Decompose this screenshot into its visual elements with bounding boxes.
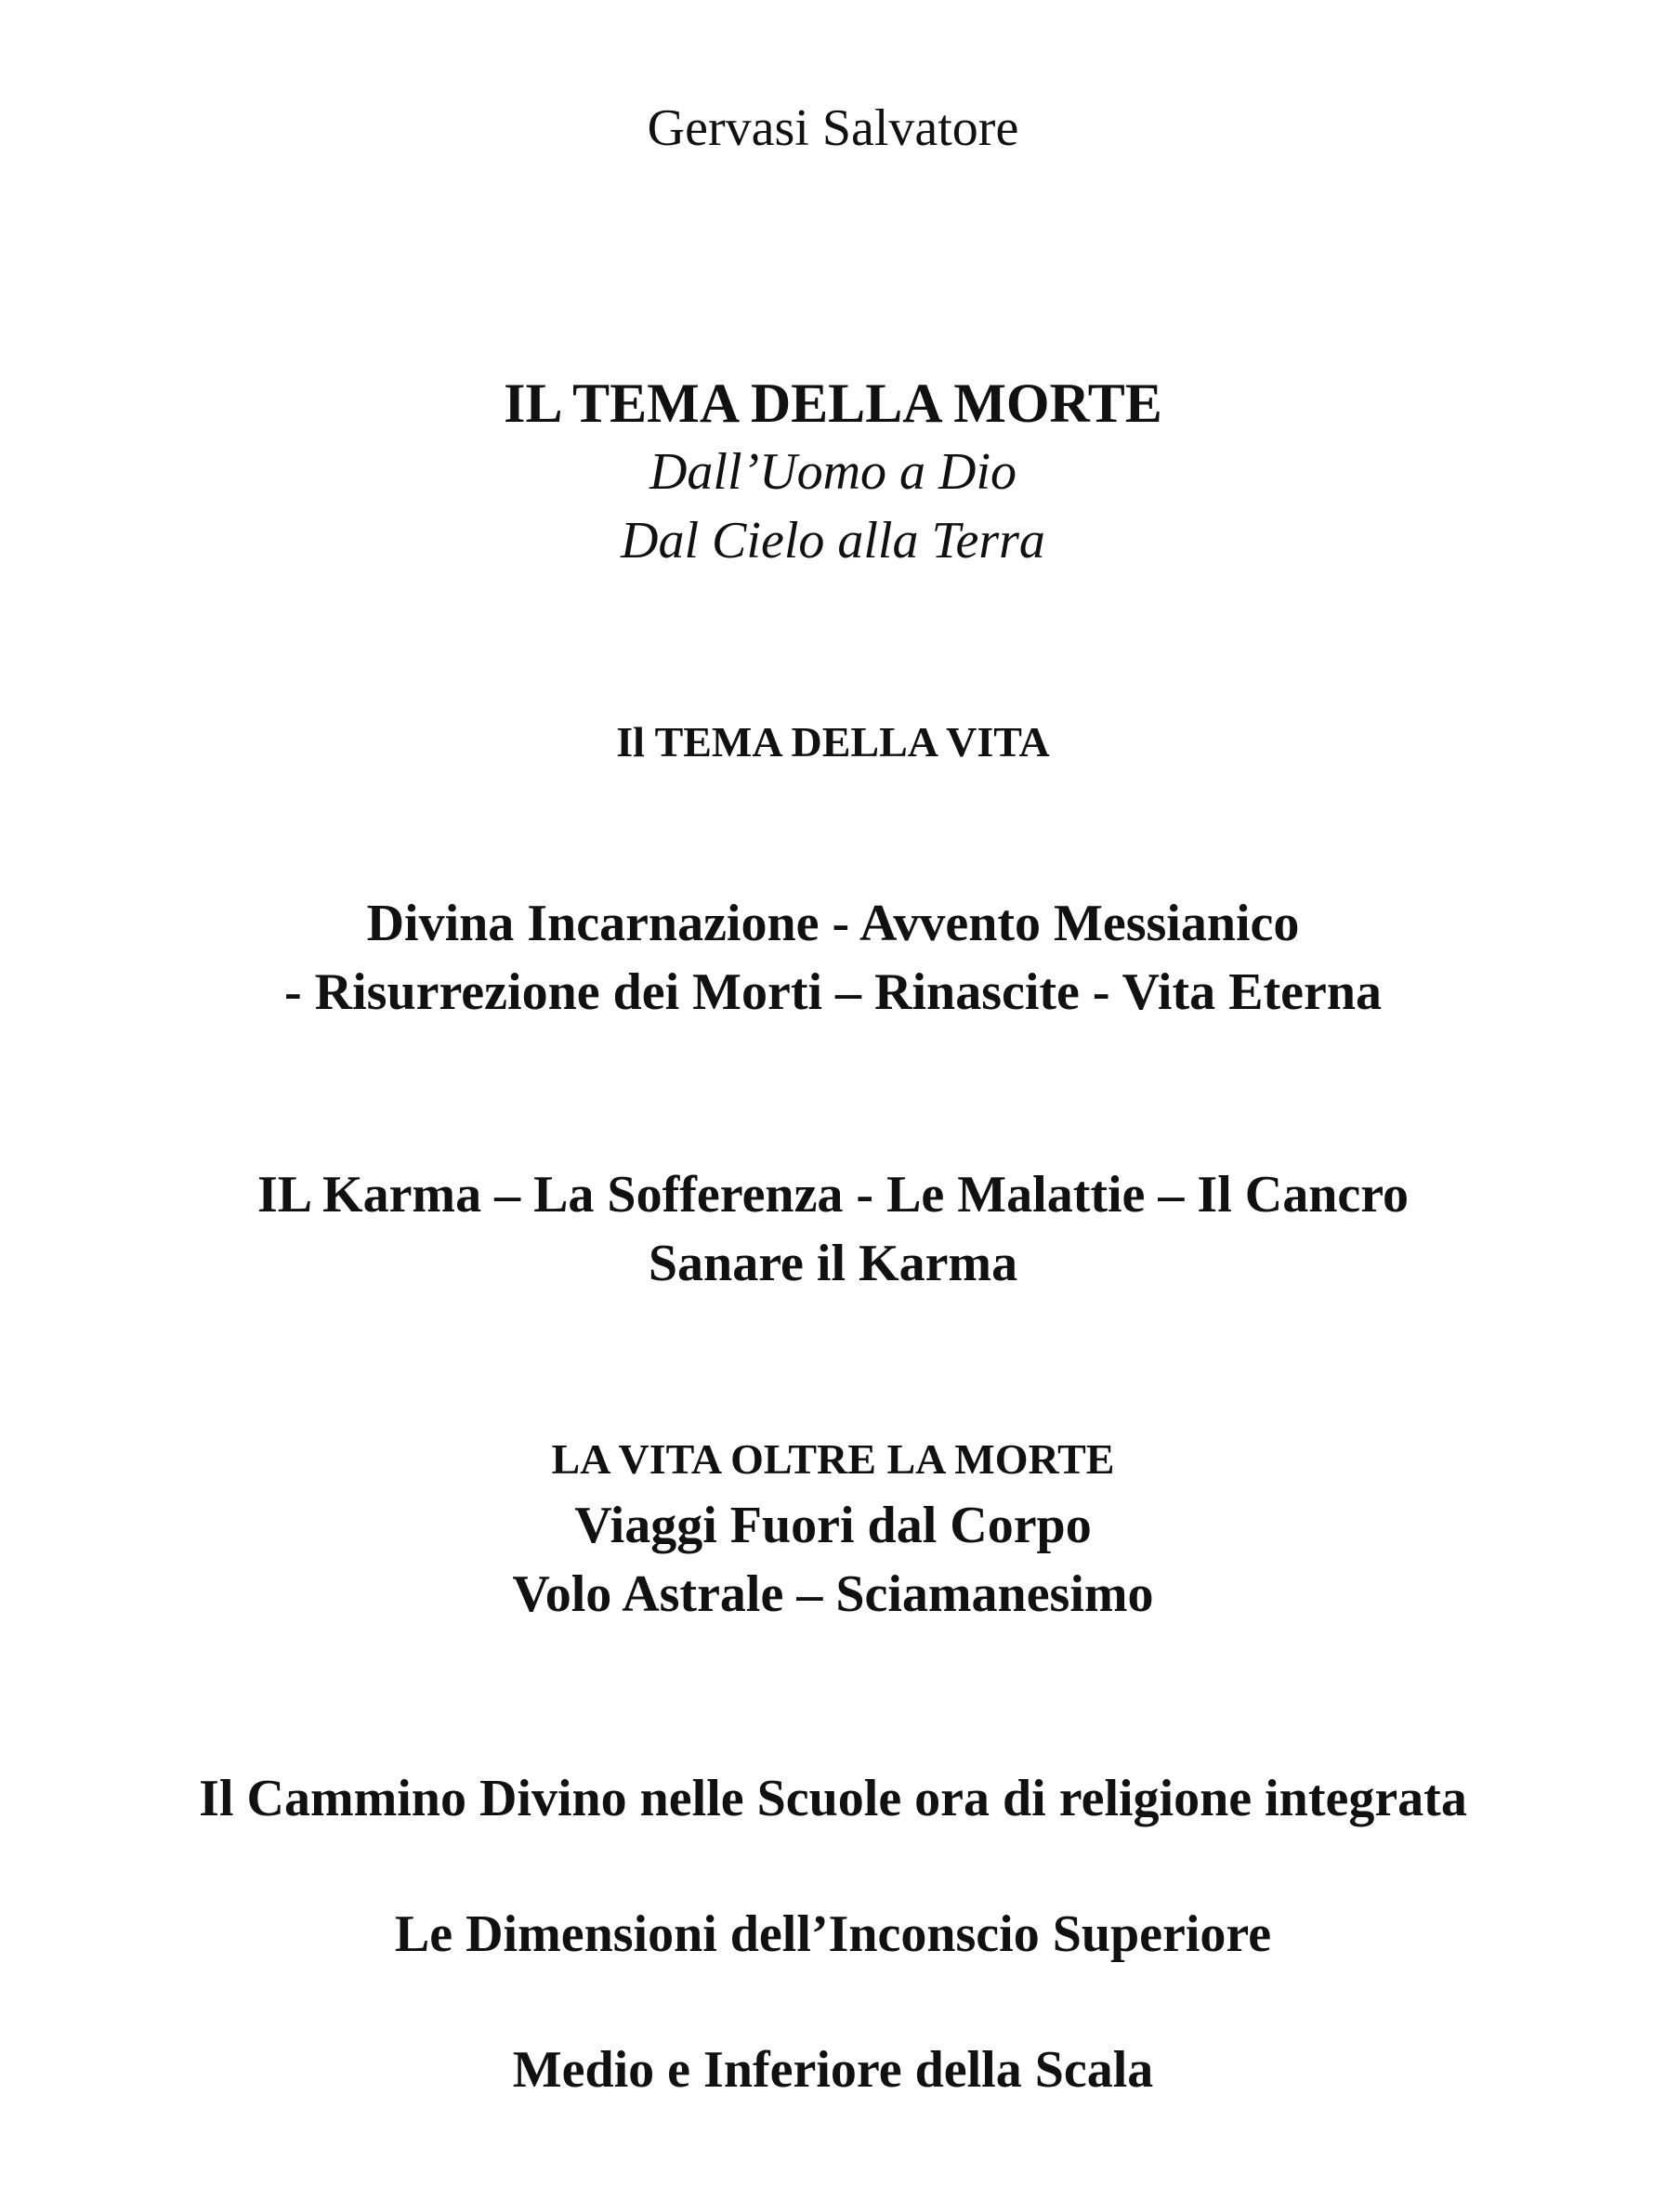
karma-line-1: IL Karma – La Sofferenza - Le Malattie – Il Cancro	[256, 1166, 1410, 1224]
incarnazione-line-1: Divina Incarnazione - Avvento Messianico	[366, 895, 1300, 952]
karma-line-2: Sanare il Karma	[648, 1235, 1018, 1292]
incarnazione-line-2: - Risurrezione dei Morti – Rinascite - Vita Eterna	[284, 963, 1382, 1021]
subtitle-line-1: Dall’Uomo a Dio	[649, 443, 1017, 501]
scala-heading: Medio e Inferiore della Scala	[512, 2041, 1154, 2099]
subtitle-line-2: Dal Cielo alla Terra	[621, 512, 1045, 569]
dimensioni-heading: Le Dimensioni dell’Inconscio Superiore	[394, 1905, 1272, 1963]
oltre-line-1: Viaggi Fuori dal Corpo	[574, 1497, 1092, 1554]
author-name: Gervasi Salvatore	[647, 99, 1019, 157]
section-heading-vita: Il TEMA DELLA VITA	[616, 718, 1050, 766]
main-title: IL TEMA DELLA MORTE	[504, 373, 1162, 434]
oltre-line-2: Volo Astrale – Sciamanesimo	[512, 1565, 1154, 1623]
cammino-heading: Il Cammino Divino nelle Scuole ora di religione integrata	[199, 1770, 1467, 1827]
section-heading-oltre: LA VITA OLTRE LA MORTE	[551, 1435, 1115, 1483]
